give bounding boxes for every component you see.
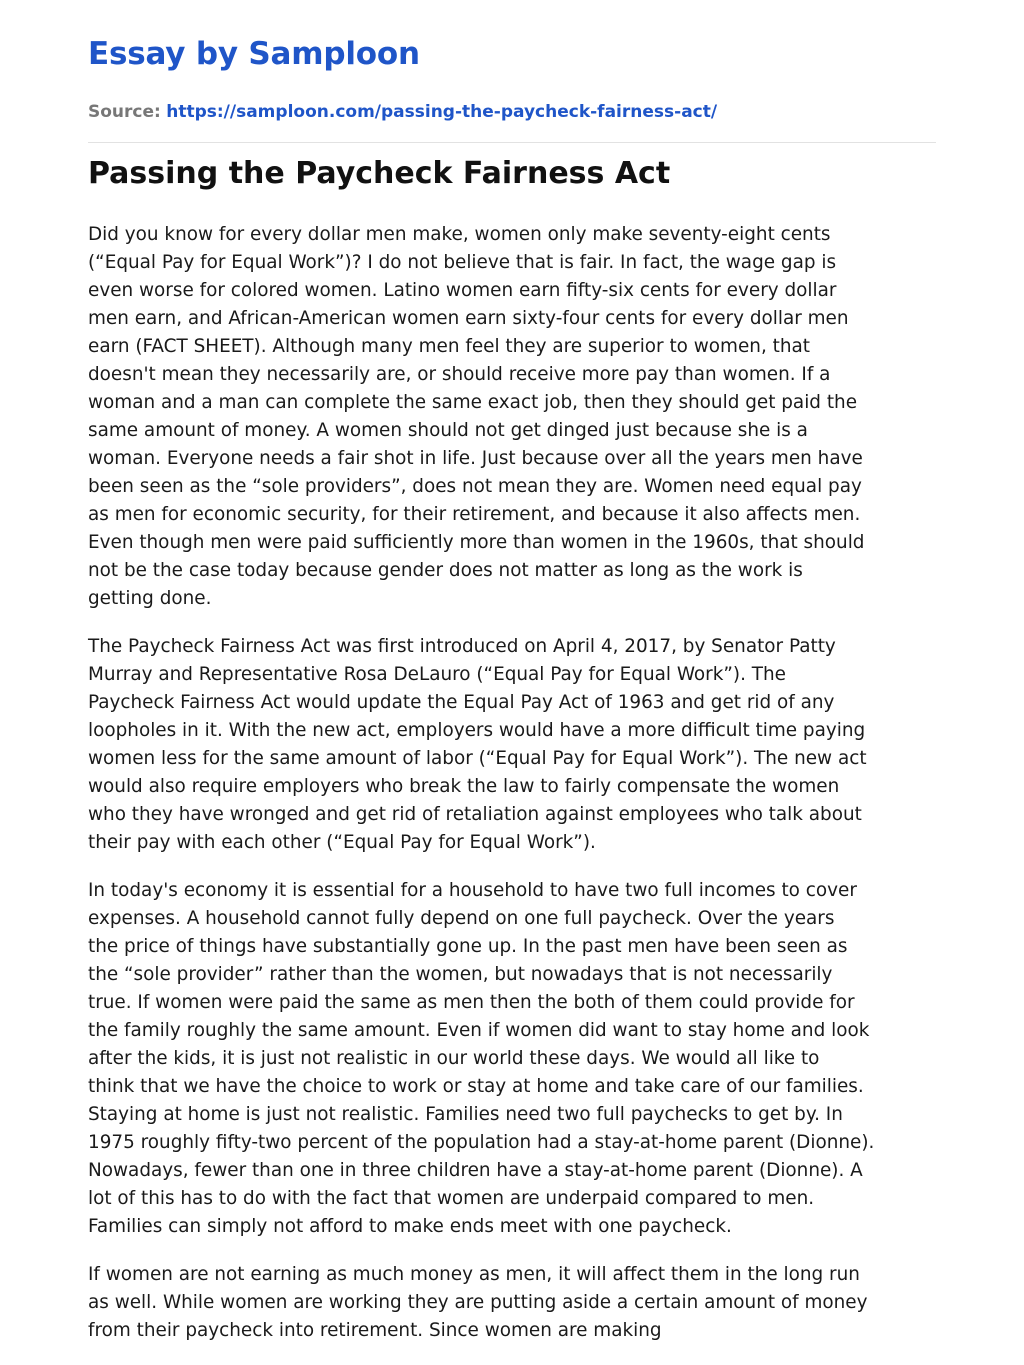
paragraph-line: earn (FACT SHEET). Although many men feel they are superior to women, that xyxy=(88,336,810,357)
paragraph-line: Nowadays, fewer than one in three children have a stay-at-home parent (Dionne). A xyxy=(88,1160,863,1181)
paragraph-line: even worse for colored women. Latino women earn fifty-six cents for every dollar xyxy=(88,280,837,301)
essay-paragraph xyxy=(88,221,936,613)
essay-paragraph xyxy=(88,877,936,1241)
paragraph-line: the price of things have substantially gone up. In the past men have been seen as xyxy=(88,936,848,957)
paragraph-line: The Paycheck Fairness Act was first introduced on April 4, 2017, by Senator Patty xyxy=(88,636,836,657)
paragraph-line: Staying at home is just not realistic. Families need two full paychecks to get by. In xyxy=(88,1104,843,1125)
paragraph-line: the family roughly the same amount. Even if women did want to stay home and look xyxy=(88,1020,870,1041)
paragraph-line: the “sole provider” rather than the women, but nowadays that is not necessarily xyxy=(88,964,833,985)
paragraph-line: In today's economy it is essential for a household to have two full incomes to cover xyxy=(88,880,857,901)
paragraph-line: (“Equal Pay for Equal Work”)? I do not believe that is fair. In fact, the wage gap is xyxy=(88,252,837,273)
header-divider xyxy=(88,142,936,143)
paragraph-line: same amount of money. A women should not get dinged just because she is a xyxy=(88,420,808,441)
paragraph-line: as well. While women are working they are putting aside a certain amount of money xyxy=(88,1292,868,1313)
paragraph-line: lot of this has to do with the fact that women are underpaid compared to men. xyxy=(88,1188,815,1209)
paragraph-line: doesn't mean they necessarily are, or should receive more pay than women. If a xyxy=(88,364,831,385)
paragraph-line: not be the case today because gender does not matter as long as the work is xyxy=(88,560,803,581)
paragraph-line: loopholes in it. With the new act, employers would have a more difficult time paying xyxy=(88,720,866,741)
paragraph-line: after the kids, it is just not realistic in our world these days. We would all like to xyxy=(88,1048,820,1069)
essay-body xyxy=(88,221,936,1365)
paragraph-line: Murray and Representative Rosa DeLauro (“Equal Pay for Equal Work”). The xyxy=(88,664,786,685)
paragraph-line: women less for the same amount of labor (“Equal Pay for Equal Work”). The new act xyxy=(88,748,867,769)
site-brand[interactable]: Essay by Samploon xyxy=(88,36,420,72)
paragraph-line: Even though men were paid sufficiently more than women in the 1960s, that should xyxy=(88,532,865,553)
paragraph-line: who they have wronged and get rid of retaliation against employees who talk about xyxy=(88,804,862,825)
paragraph-line: 1975 roughly fifty-two percent of the population had a stay-at-home parent (Dionne). xyxy=(88,1132,875,1153)
paragraph-line: Families can simply not afford to make ends meet with one paycheck. xyxy=(88,1216,732,1237)
paragraph-line: If women are not earning as much money as men, it will affect them in the long run xyxy=(88,1264,860,1285)
paragraph-line: woman. Everyone needs a fair shot in life. Just because over all the years men have xyxy=(88,448,863,469)
paragraph-line: Did you know for every dollar men make, women only make seventy-eight cents xyxy=(88,224,831,245)
essay-title: Passing the Paycheck Fairness Act xyxy=(88,156,671,191)
paragraph-line: woman and a man can complete the same exact job, then they should get paid the xyxy=(88,392,858,413)
essay-paragraph xyxy=(88,1261,936,1345)
paragraph-line: expenses. A household cannot fully depend on one full paycheck. Over the years xyxy=(88,908,835,929)
paragraph-line: getting done. xyxy=(88,588,212,609)
paragraph-line: as men for economic security, for their retirement, and because it also affects men. xyxy=(88,504,861,525)
paragraph-line: been seen as the “sole providers”, does not mean they are. Women need equal pay xyxy=(88,476,862,497)
paragraph-line: from their paycheck into retirement. Since women are making xyxy=(88,1320,662,1341)
paragraph-line: Paycheck Fairness Act would update the Equal Pay Act of 1963 and get rid of any xyxy=(88,692,835,713)
paragraph-line: their pay with each other (“Equal Pay for Equal Work”). xyxy=(88,832,596,853)
paragraph-line: think that we have the choice to work or stay at home and take care of our families. xyxy=(88,1076,864,1097)
source-link[interactable]: https://samploon.com/passing-the-paycheck-fairness-act/ xyxy=(166,102,718,122)
source-line xyxy=(88,102,717,122)
paragraph-line: men earn, and African-American women earn sixty-four cents for every dollar men xyxy=(88,308,849,329)
paragraph-line: would also require employers who break the law to fairly compensate the women xyxy=(88,776,840,797)
paragraph-line: true. If women were paid the same as men then the both of them could provide for xyxy=(88,992,855,1013)
essay-paragraph xyxy=(88,633,936,857)
source-label: Source: xyxy=(88,102,161,122)
